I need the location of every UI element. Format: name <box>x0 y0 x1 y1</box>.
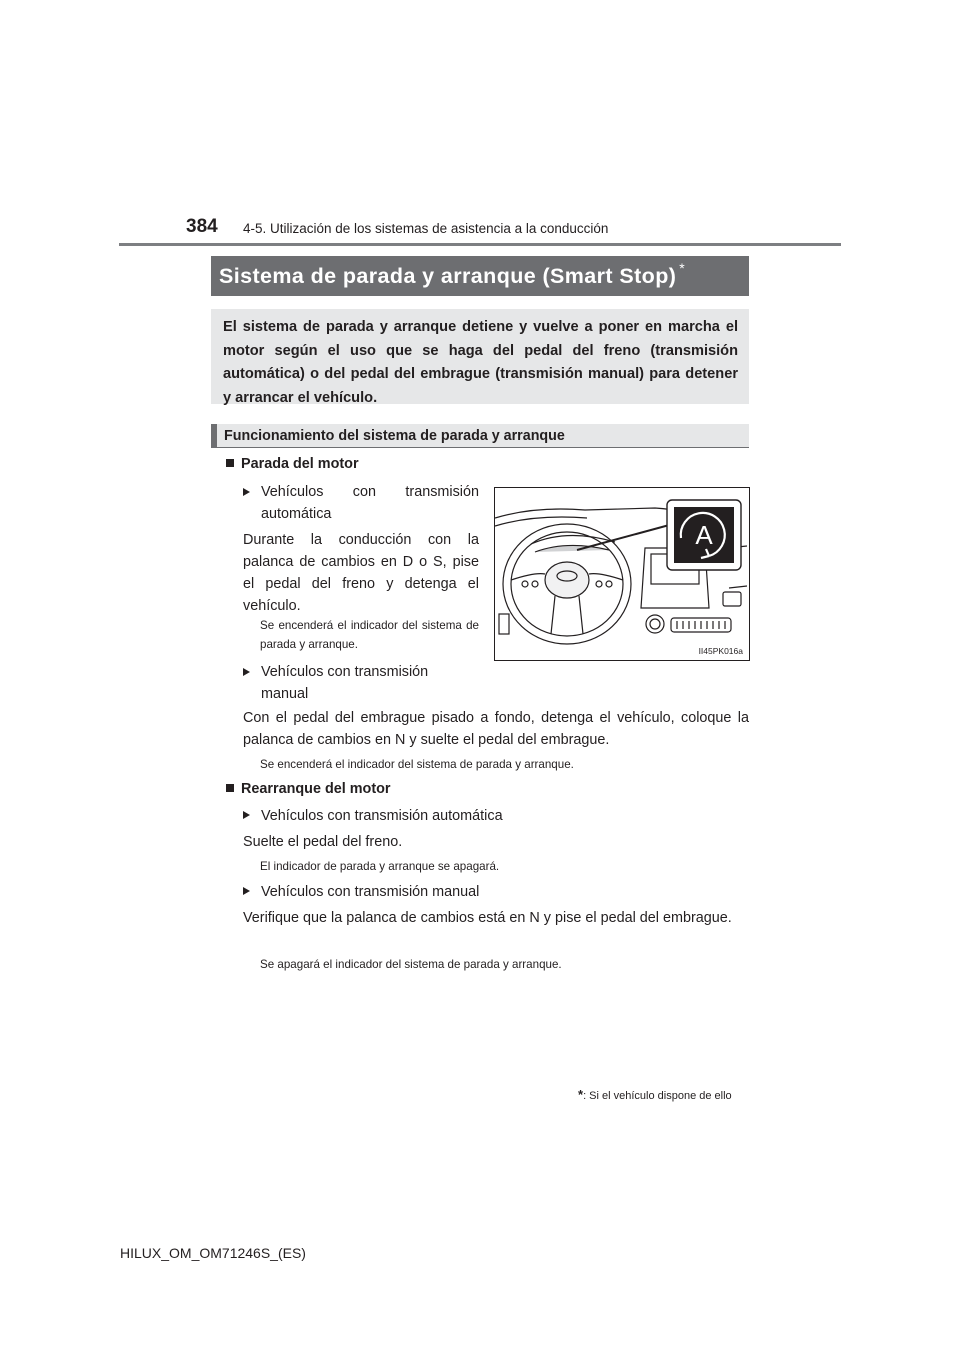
section-accent <box>211 424 217 447</box>
stop-manual-note: Se encenderá el indicador del sistema de parada y arranque. <box>260 758 574 771</box>
section-heading: Funcionamiento del sistema de parada y arranque <box>224 428 565 444</box>
restart-manual-note: Se apagará el indicador del sistema de parada y arranque. <box>260 958 562 971</box>
subheading-stop <box>226 456 359 472</box>
page-number: 384 <box>186 216 218 237</box>
restart-manual-text: Verifique que la palanca de cambios está en N y pise el pedal del embrague. <box>243 910 732 926</box>
stop-auto-note: Se encenderá el indicador del sistema de parada y arranque. <box>260 619 479 651</box>
document-code: HILUX_OM_OM71246S_(ES) <box>120 1245 306 1261</box>
section-breadcrumb: 4-5. Utilización de los sistemas de asistencia a la conducción <box>243 221 609 236</box>
indicator-letter: A <box>695 520 713 550</box>
triangle-bullet-icon <box>243 887 250 895</box>
square-bullet-icon <box>226 784 234 792</box>
asterisk-icon: * <box>679 260 686 276</box>
footnote-text: : Si el vehículo dispone de ello <box>583 1090 732 1102</box>
restart-auto-text: Suelte el pedal del freno. <box>243 834 403 850</box>
triangle-bullet-icon <box>243 668 250 676</box>
stop-manual-label: Vehículos con transmisión manual <box>261 664 429 702</box>
steering-wheel-icon <box>495 488 749 660</box>
footnote <box>578 1087 732 1102</box>
stop-auto-item <box>243 481 479 525</box>
page-title-bar <box>211 256 749 296</box>
header-divider <box>119 243 841 246</box>
figure-code: II45PK016a <box>698 646 743 656</box>
triangle-bullet-icon <box>243 488 250 496</box>
subheading-restart <box>226 781 391 797</box>
stop-auto-text: Durante la conducción con la palanca de cambios en D o S, pise el pedal del freno y detenga el vehículo. <box>243 532 479 614</box>
stop-manual-item <box>243 661 479 705</box>
subheading-restart-label: Rearranque del motor <box>241 781 391 797</box>
page-title: Sistema de parada y arranque (Smart Stop) <box>219 263 677 288</box>
subheading-stop-label: Parada del motor <box>241 456 359 472</box>
stop-auto-label: Vehículos con transmisión automática <box>261 484 479 522</box>
restart-auto-label: Vehículos con transmisión automática <box>261 808 503 824</box>
triangle-bullet-icon <box>243 811 250 819</box>
restart-manual-item <box>243 881 479 903</box>
square-bullet-icon <box>226 459 234 467</box>
asterisk-icon: * <box>578 1087 584 1102</box>
restart-manual-label: Vehículos con transmisión manual <box>261 884 480 900</box>
stop-manual-text: Con el pedal del embrague pisado a fondo, detenga el vehículo, coloque la palanca de cambios en N y suelte el pedal del embrague. <box>243 710 749 748</box>
restart-auto-note: El indicador de parada y arranque se apagará. <box>260 860 500 873</box>
restart-auto-item <box>243 805 503 827</box>
section-heading-bar <box>211 424 749 448</box>
intro-summary: El sistema de parada y arranque detiene y vuelve a poner en marcha el motor según el uso que se haga del pedal del freno (transmisión automática) o del pedal del embrague (transmisión manual) para detener y arrancar el vehículo. <box>211 309 749 404</box>
dashboard-illustration <box>494 487 750 661</box>
